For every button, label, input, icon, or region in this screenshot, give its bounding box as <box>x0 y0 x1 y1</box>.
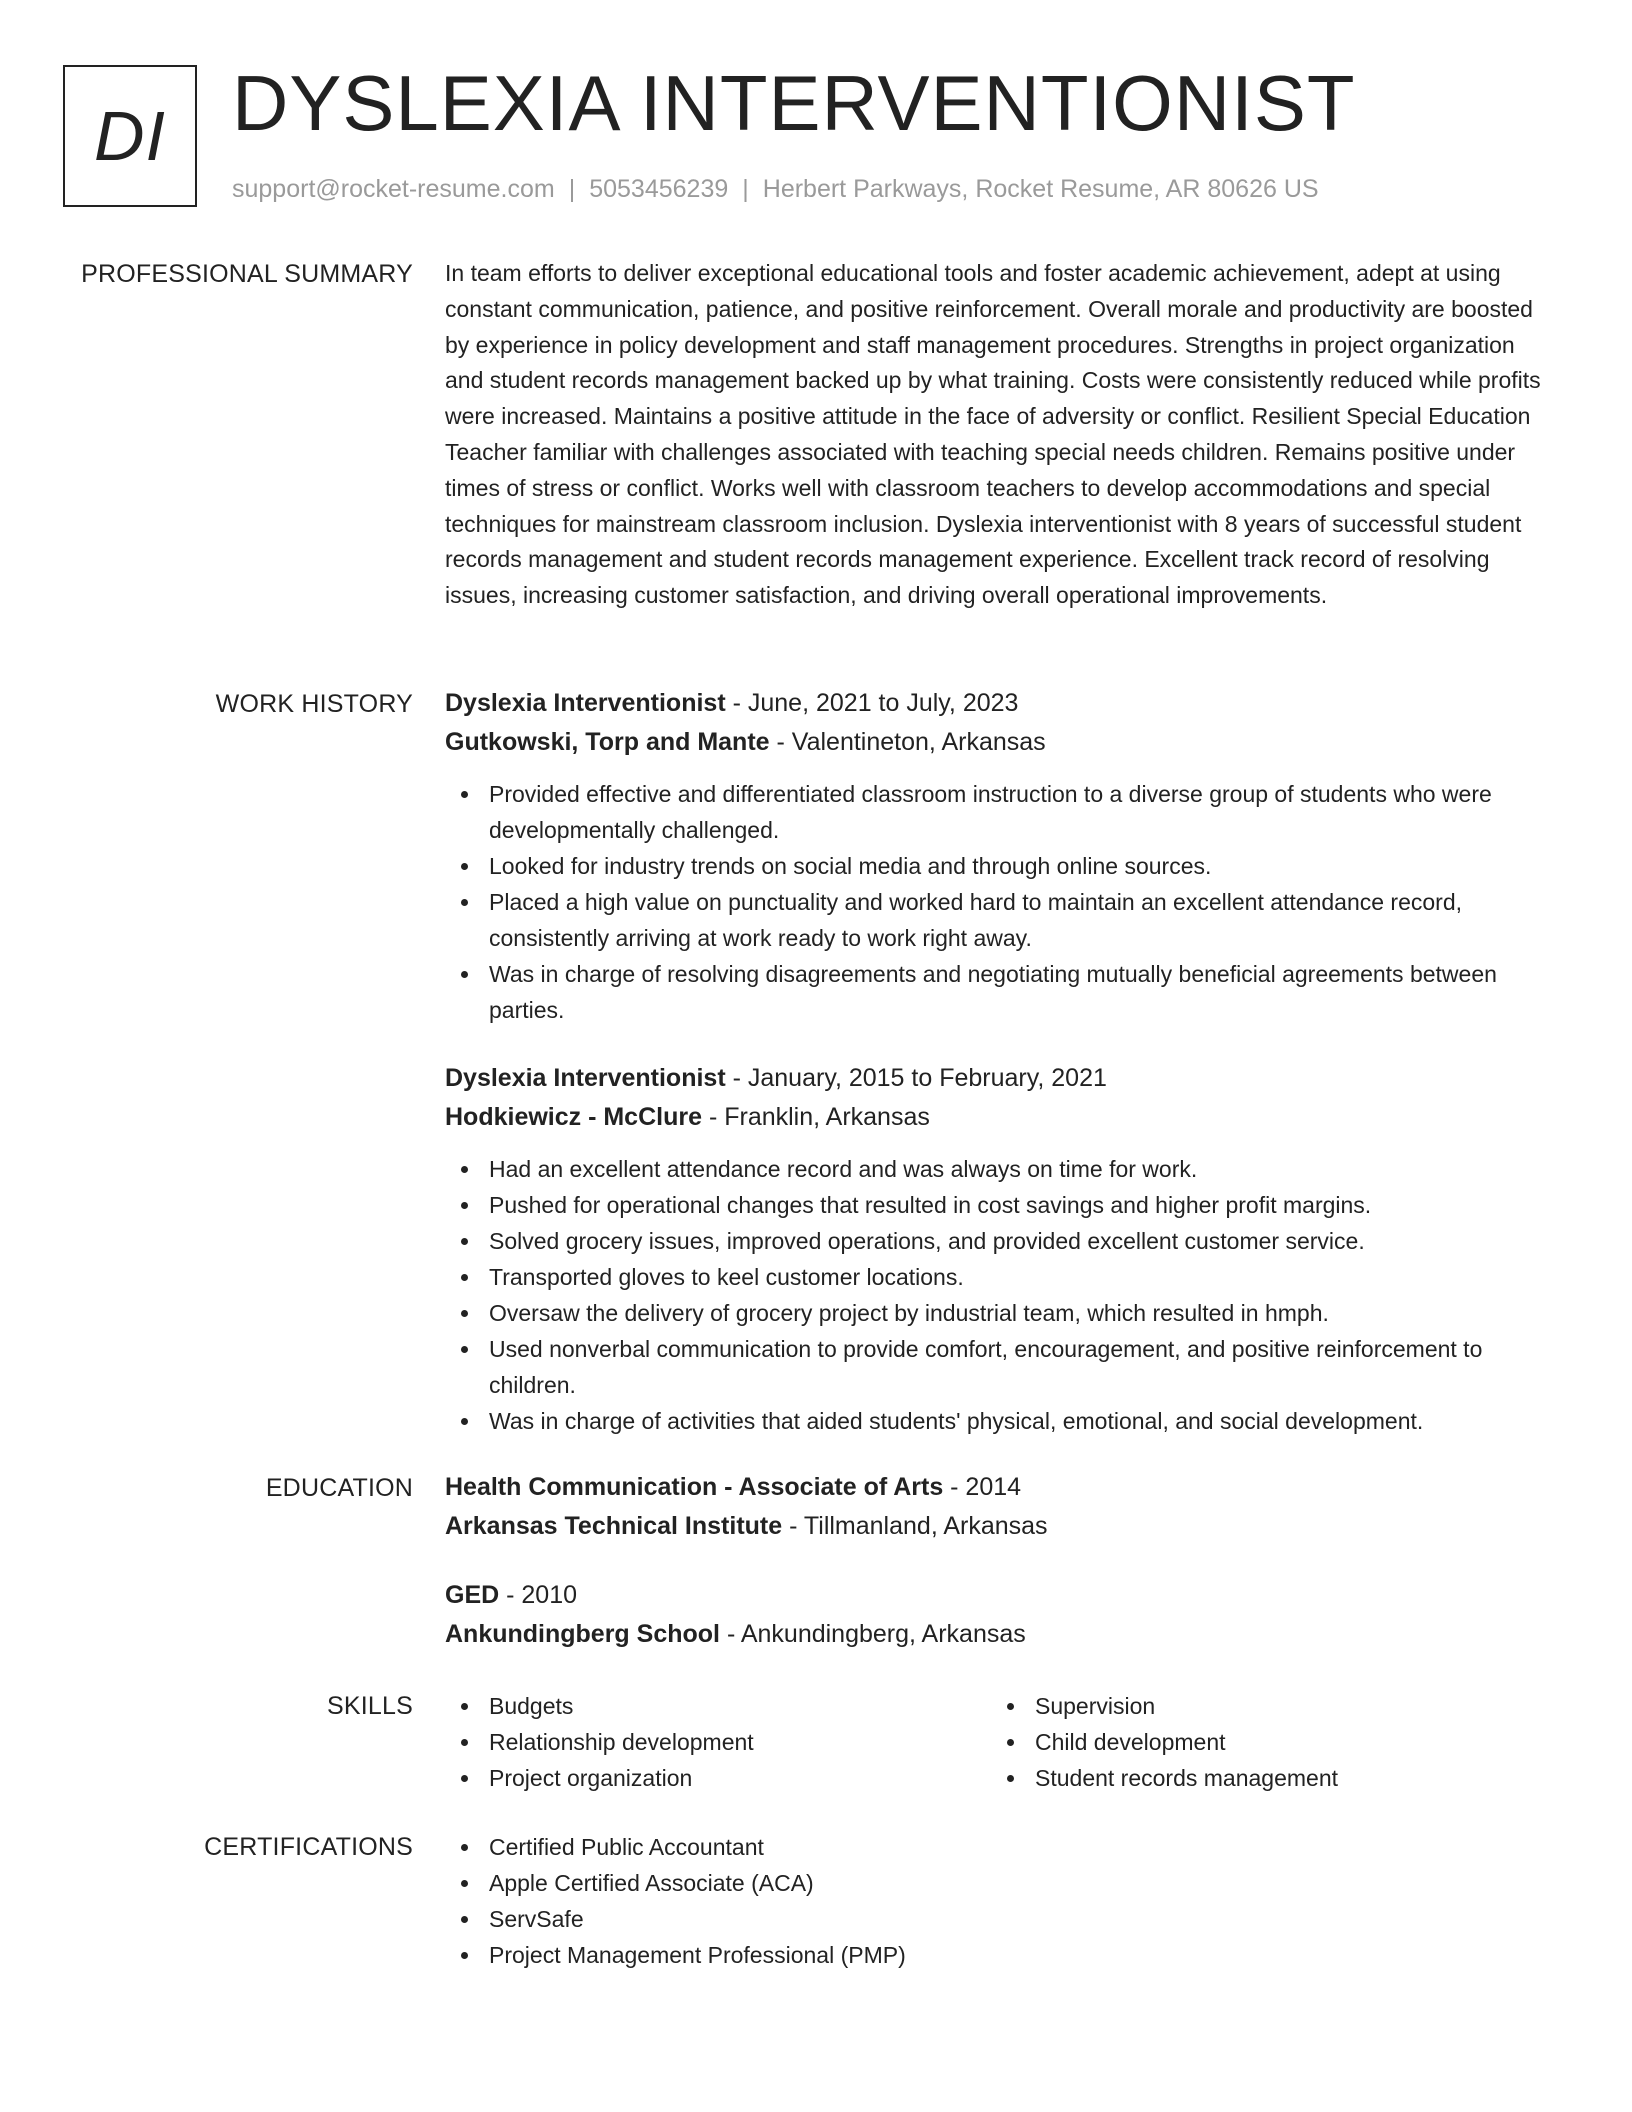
job-role-line <box>445 1059 1555 1098</box>
education-school: Ankundingberg School <box>445 1620 720 1648</box>
job-bullet: Oversaw the delivery of grocery project by industrial team, which resulted in hmph. <box>445 1295 1555 1331</box>
contact-separator: | <box>568 175 576 203</box>
job-location: - Valentineton, Arkansas <box>769 728 1046 756</box>
skills-column-right <box>991 1688 1537 1796</box>
job-location: - Franklin, Arkansas <box>702 1103 930 1131</box>
certification-item: Apple Certified Associate (ACA) <box>445 1865 1555 1901</box>
job-entry <box>445 1059 1555 1439</box>
skill-item: Project organization <box>445 1760 991 1796</box>
job-entry <box>445 684 1555 1028</box>
skills-list <box>445 1688 991 1796</box>
education-year: - 2014 <box>943 1473 1022 1501</box>
job-bullet: Was in charge of resolving disagreements and negotiating mutually beneficial agreements between parties. <box>445 956 1555 1028</box>
job-company: Hodkiewicz - McClure <box>445 1103 702 1131</box>
education-degree-line <box>445 1576 1555 1615</box>
education-heading: EDUCATION <box>265 1474 413 1502</box>
certification-item: Certified Public Accountant <box>445 1829 1555 1865</box>
job-bullet: Had an excellent attendance record and was always on time for work. <box>445 1151 1555 1187</box>
certifications-heading: CERTIFICATIONS <box>204 1833 413 1861</box>
work-history-heading: WORK HISTORY <box>215 690 413 718</box>
monogram-initials: DI <box>94 97 166 175</box>
education-degree-line <box>445 1468 1555 1507</box>
job-dates: - June, 2021 to July, 2023 <box>725 689 1019 717</box>
contact-separator: | <box>742 175 749 203</box>
job-bullet: Solved grocery issues, improved operations, and provided excellent customer service. <box>445 1223 1555 1259</box>
job-bullet: Pushed for operational changes that resulted in cost savings and higher profit margins. <box>445 1187 1555 1223</box>
contact-phone: 5053456239 <box>589 175 729 203</box>
education-degree: GED <box>445 1581 500 1609</box>
job-company: Gutkowski, Torp and Mante <box>445 728 770 756</box>
job-bullet: Transported gloves to keel customer locations. <box>445 1259 1555 1295</box>
skills-heading: SKILLS <box>327 1692 413 1720</box>
job-bullet: Used nonverbal communication to provide comfort, encouragement, and positive reinforcement to children. <box>445 1331 1555 1403</box>
summary-text: In team efforts to deliver exceptional educational tools and foster academic achievement, adept at using constant communication, patience, and positive reinforcement. Overall morale and productivity are boosted by experience in policy development and staff management procedures. Strengths in project organization and student records management backed up by what training. Costs were consistently reduced while profits were increased. Maintains a positive attitude in the face of adversity or conflict. Resilient Special Education Teacher familiar with challenges associated with teaching special needs children. Remains positive under times of stress or conflict. Works well with classroom teachers to develop accommodations and special techniques for mainstream classroom inclusion. Dyslexia interventionist with 8 years of successful student records management and student records management experience. Excellent track record of resolving issues, increasing customer satisfaction, and driving overall operational improvements. <box>445 260 1541 609</box>
job-bullets <box>445 776 1555 1028</box>
job-bullet: Provided effective and differentiated classroom instruction to a diverse group of students who were developmentally challenged. <box>445 776 1555 848</box>
monogram-box <box>63 65 197 207</box>
job-bullet: Looked for industry trends on social media and through online sources. <box>445 848 1555 884</box>
education-location: - Tillmanland, Arkansas <box>782 1512 1048 1540</box>
contact-email: support@rocket-resume.com <box>232 175 555 203</box>
skill-item: Student records management <box>991 1760 1537 1796</box>
skills-column-left <box>445 1688 991 1796</box>
contact-address: Herbert Parkways, Rocket Resume, AR 80626 US <box>762 175 1319 203</box>
job-role: Dyslexia Interventionist <box>445 1064 726 1092</box>
job-role: Dyslexia Interventionist <box>445 689 726 717</box>
job-bullet: Was in charge of activities that aided students' physical, emotional, and social development. <box>445 1403 1555 1439</box>
job-company-line <box>445 723 1555 762</box>
education-entry <box>445 1576 1555 1654</box>
education-school-line <box>445 1507 1555 1546</box>
skill-item: Relationship development <box>445 1724 991 1760</box>
job-role-line <box>445 684 1555 723</box>
education-school: Arkansas Technical Institute <box>445 1512 783 1540</box>
job-dates: - January, 2015 to February, 2021 <box>725 1064 1107 1092</box>
skill-item: Budgets <box>445 1688 991 1724</box>
education-school-line <box>445 1615 1555 1654</box>
certification-item: Project Management Professional (PMP) <box>445 1937 1555 1973</box>
skill-item: Supervision <box>991 1688 1537 1724</box>
skill-item: Child development <box>991 1724 1537 1760</box>
certification-item: ServSafe <box>445 1901 1555 1937</box>
contact-line <box>232 172 1319 206</box>
education-degree: Health Communication - Associate of Arts <box>445 1473 944 1501</box>
job-company-line <box>445 1098 1555 1137</box>
skills-list <box>991 1688 1537 1796</box>
job-bullets <box>445 1151 1555 1439</box>
job-bullet: Placed a high value on punctuality and worked hard to maintain an excellent attendance record, consistently arriving at work ready to work right away. <box>445 884 1555 956</box>
skills-grid <box>445 1688 1555 1796</box>
resume-name-title: DYSLEXIA INTERVENTIONIST <box>232 59 1356 147</box>
education-entry <box>445 1468 1555 1546</box>
summary-heading: PROFESSIONAL SUMMARY <box>81 260 413 288</box>
education-location: - Ankundingberg, Arkansas <box>720 1620 1026 1648</box>
certifications-list <box>445 1829 1555 1973</box>
education-year: - 2010 <box>499 1581 578 1609</box>
